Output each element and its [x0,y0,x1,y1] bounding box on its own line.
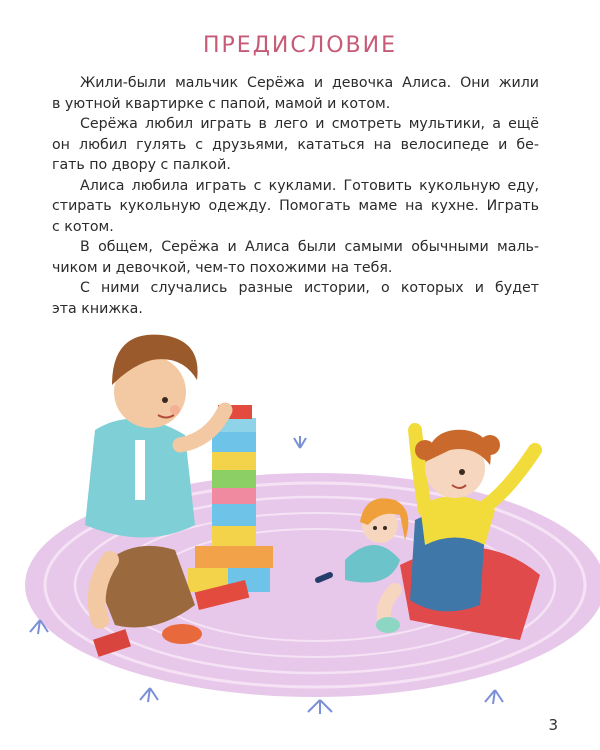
text-line: он любил гулять с друзьями, кататься на велосипеде и бе- [52,136,539,153]
paragraph-2 [52,114,539,176]
text-line: стирать кукольную одежду. Помогать маме на кухне. Играть [52,198,539,214]
paragraph-5 [52,278,539,319]
paragraph-1 [52,73,539,114]
paragraph-4 [52,237,539,278]
page-title: ПРЕДИСЛОВИЕ [202,32,398,58]
children-playing-illustration [0,318,600,750]
paragraph-3 [52,176,539,238]
text-line: Жили-были мальчик Серёжа и девочка Алиса. Они жили [80,75,539,91]
text-line: Алиса любила играть с куклами. Готовить кукольную еду, [80,177,539,194]
text-line: в уютной квартирке с папой, мамой и котом. [52,95,391,112]
page-number: 3 [548,716,558,734]
text-line: Серёжа любил играть в лего и смотреть мультики, а ещё [80,116,539,132]
preface-text [52,73,539,319]
text-line: С ними случались разные истории, о которых и будет [80,280,539,296]
text-line: эта книжка. [52,300,143,317]
text-line: В общем, Серёжа и Алиса были самыми обычными маль- [80,239,539,255]
text-line: гать по двору с палкой. [52,157,231,173]
text-line: чиком и девочкой, чем-то похожими на тебя. [52,259,393,276]
text-line: с котом. [52,218,114,235]
